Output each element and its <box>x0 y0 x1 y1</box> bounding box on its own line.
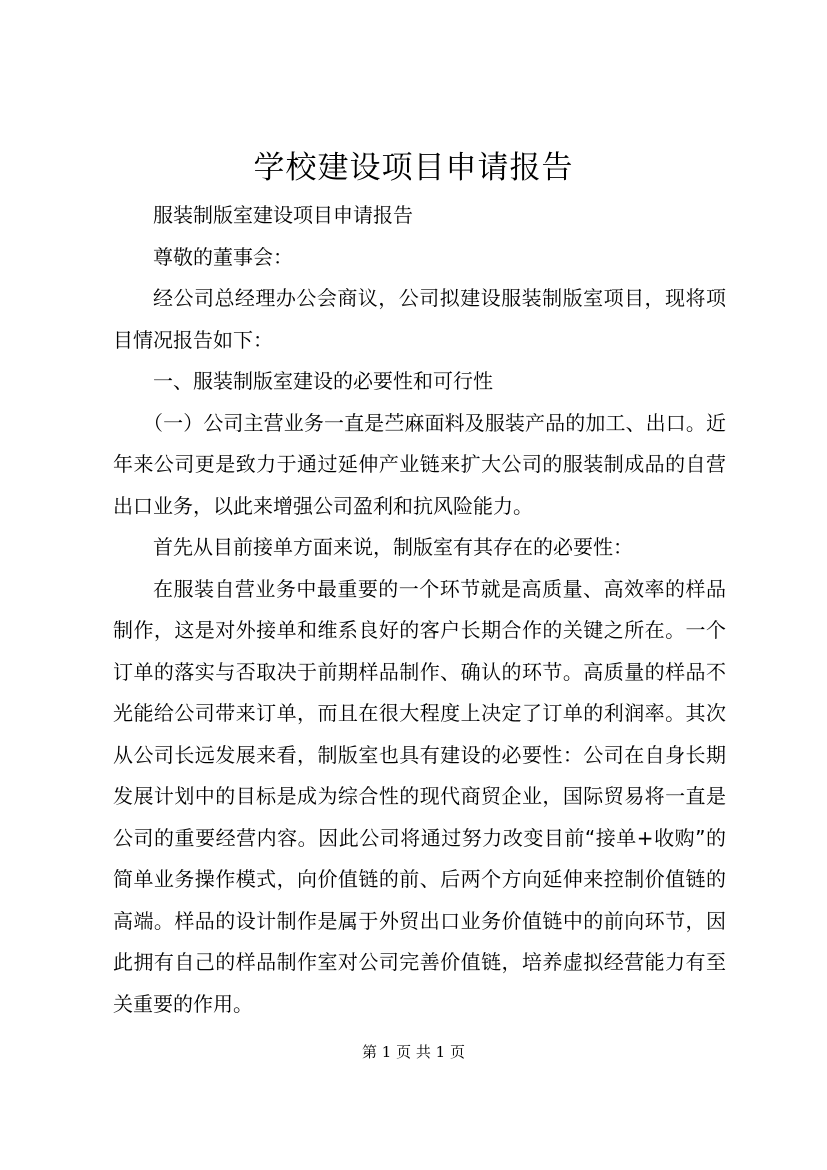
paragraph-subtitle: 服装制版室建设项目申请报告 <box>153 203 413 227</box>
paragraph-sample-production: 在服装自营业务中最重要的一个环节就是高质量、高效率的样品制作，这是对外接单和维系良好的客户长期合作的关键之所在。一个订单的落实与否取决于前期样品制作、确认的环节。高质量的样品不光能给公司带来订单，而且在很大程度上决定了订单的利润率。其次从公司长远发展来看，制版室也具有建设的必要性：公司在自身长期发展计划中的目标是成为综合性的现代商贸企业，国际贸易将一直是公司的重要经营内容。因此公司将通过努力改变目前“接单+收购”的简单业务操作模式，向价值链的前、后两个方向延伸来控制价值链的高端。样品的设计制作是属于外贸出口业务价值链中的前向环节，因此拥有自己的样品制作室对公司完善价值链，培养虚拟经营能力有至关重要的作用。 <box>113 576 726 1016</box>
section-heading-1: 一、服装制版室建设的必要性和可行性 <box>153 369 493 393</box>
document-title: 学校建设项目申请报告 <box>253 150 574 186</box>
paragraph-necessity: 首先从目前接单方面来说，制版室有其存在的必要性： <box>153 535 633 559</box>
page-footer: 第 1 页 共 1 页 <box>362 1043 465 1061</box>
paragraph-intro: 经公司总经理办公会商议，公司拟建设服装制版室项目，现将项目情况报告如下： <box>113 286 726 352</box>
document-body <box>113 195 726 1025</box>
paragraph-salutation: 尊敬的董事会： <box>153 244 293 269</box>
paragraph-business: （一）公司主营业务一直是苎麻面料及服装产品的加工、出口。近年来公司更是致力于通过延伸产业链来扩大公司的服装制成品的自营出口业务，以此来增强公司盈利和抗风险能力。 <box>113 410 726 518</box>
